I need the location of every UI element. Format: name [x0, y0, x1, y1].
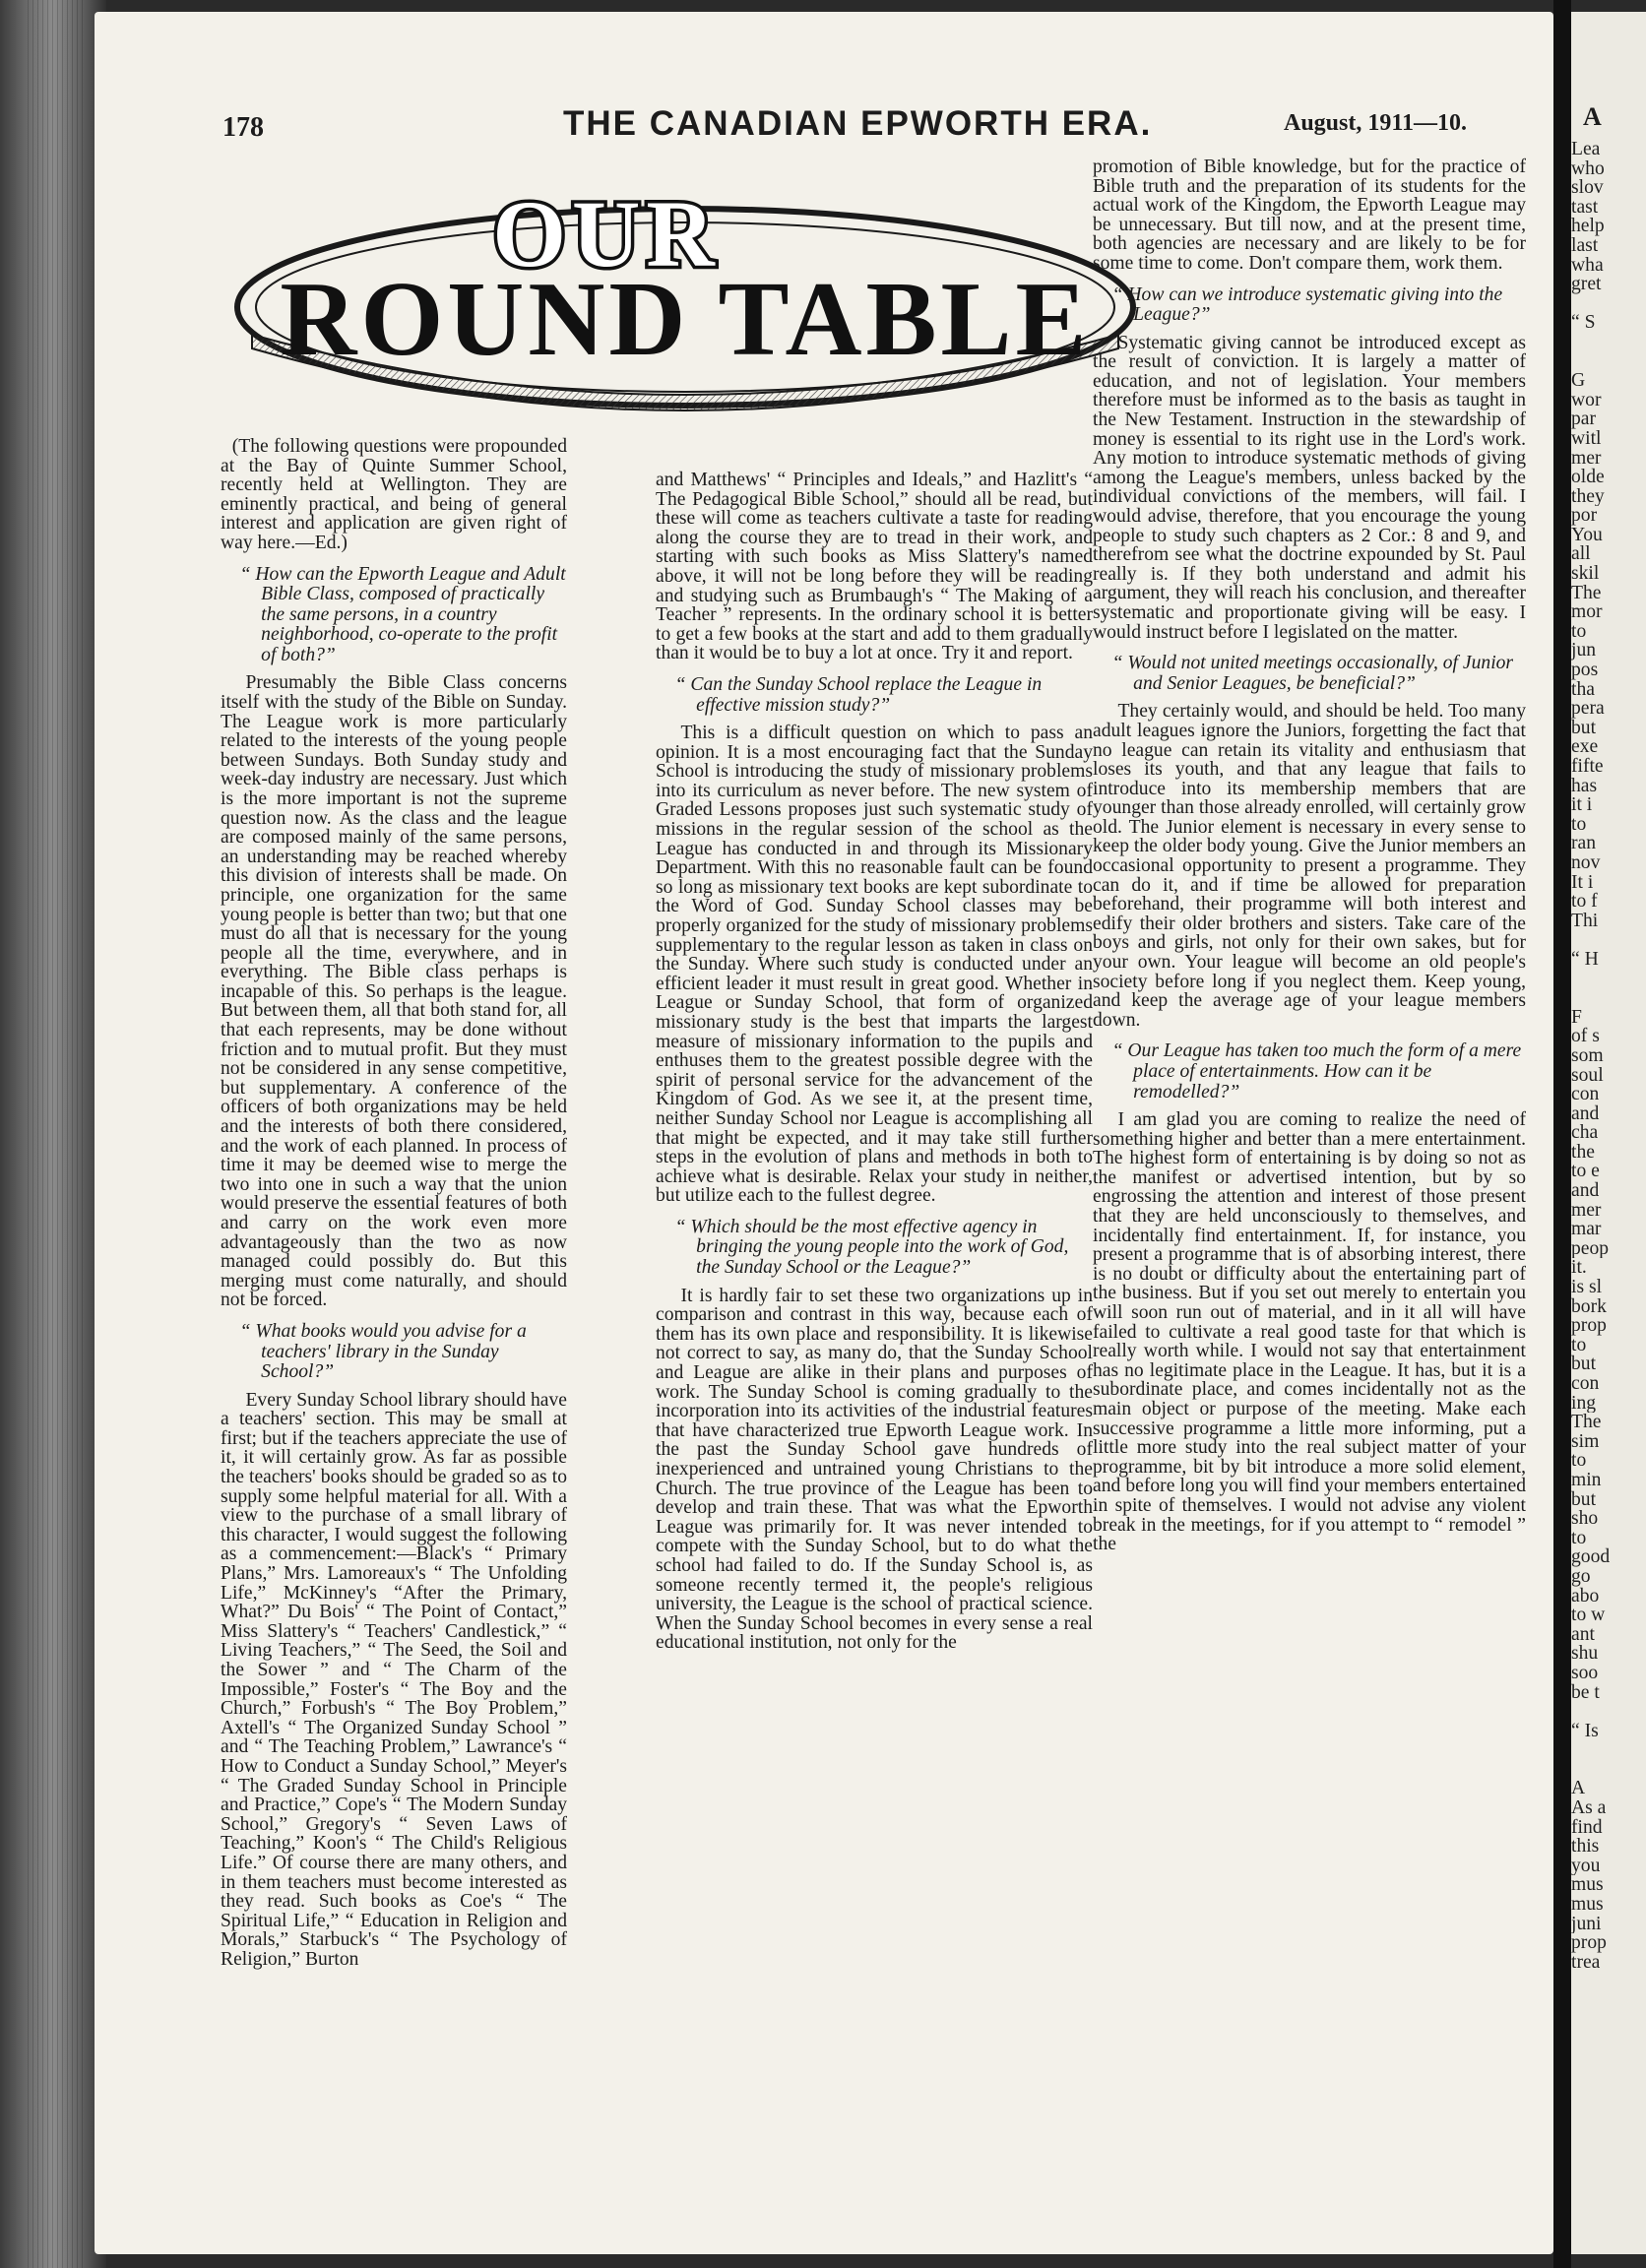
next-page-line: you	[1571, 1856, 1601, 1876]
question-6: “ Would not united meetings occasionally, of Junior and Senior Leagues, be beneficial?”	[1111, 653, 1514, 694]
next-page-line: gret	[1571, 275, 1602, 294]
next-page-line: min	[1571, 1470, 1602, 1490]
next-page-line	[1571, 1702, 1646, 1722]
next-page-line: all	[1571, 544, 1591, 565]
next-page-line: ran	[1571, 834, 1597, 853]
next-page-line: and	[1571, 1103, 1600, 1124]
question-5: “ How can we introduce systematic giving into the League?”	[1111, 284, 1503, 326]
next-page-line: mor	[1571, 602, 1603, 622]
answer-4-part-2: promotion of Bible knowledge, but for the practice of Bible truth and the preparation of its students for the actual work of the Kingdom, the Epworth League may be unnecessary. But till now, and at the present time, both agencies are necessary and are likely to be for some time to come. Don't compare them, work them.	[1093, 158, 1526, 274]
next-page-line: it.	[1571, 1258, 1587, 1279]
next-page-line: prop	[1571, 1933, 1607, 1953]
next-page-line: “ H	[1571, 949, 1599, 970]
next-page-line: to w	[1571, 1606, 1606, 1625]
journal-title: THE CANADIAN EPWORTH ERA.	[563, 104, 1153, 143]
next-page-line: peop	[1571, 1238, 1610, 1259]
next-page-line: to	[1571, 621, 1587, 642]
next-page-line: prop	[1571, 1316, 1607, 1336]
next-page-line: As a	[1571, 1798, 1607, 1818]
issue-date: August, 1911—10.	[1284, 110, 1468, 136]
next-page-line: pera	[1571, 699, 1605, 719]
next-page-line: to	[1571, 1335, 1587, 1355]
next-page-line: ant	[1571, 1624, 1595, 1645]
next-page-line: con	[1571, 1085, 1600, 1104]
next-page-line: trea	[1571, 1952, 1601, 1973]
next-page-line: F	[1571, 1007, 1582, 1028]
banner-word-bottom: ROUND TABLE	[280, 261, 1091, 378]
next-page-line: soo	[1571, 1663, 1599, 1683]
next-page-line: but	[1571, 1354, 1597, 1374]
next-page-line: this	[1571, 1837, 1600, 1857]
next-page-line: bork	[1571, 1296, 1607, 1317]
answer-7: I am glad you are coming to realize the need of something higher and better than a mere entertainment. The highest form of entertaining is by doing so not as the manifest or advertised intention, but by so engrossing the attention and interest of those present that they are held unconsciously to themselves, and incidentally find entertainment. If, for instance, you present a programme that is of absorbing interest, there is no doubt or difficulty about the entertaining part of the business. But if you set out merely to entertain you will soon run out of material, and in it all will have failed to cultivate a real good taste for that which is really worth while. I would not say that entertainment has no legitimate place in the League. It has, but it is a subordinate place, and comes incidentally not as the main object or purpose of the meeting. Make each successive programme a little more informing, put a little more study into the real subject matter of your programme, bit by bit introduce a more solid element, and before long you will find your members entertained in spite of themselves. I would not advise any violent break in the meetings, for if you attempt to “ remodel ” the	[1093, 1109, 1526, 1555]
next-page-line: mer	[1571, 1200, 1602, 1221]
next-page-line: they	[1571, 486, 1605, 507]
next-page-line: mer	[1571, 448, 1602, 469]
next-page-line: of s	[1571, 1027, 1600, 1046]
next-page-line: but	[1571, 718, 1597, 738]
round-table-banner	[213, 159, 1158, 415]
magazine-page	[95, 12, 1553, 2254]
banner-word-top: OUR	[492, 181, 721, 286]
next-page-line: G	[1571, 371, 1586, 391]
next-page-line: mus	[1571, 1875, 1604, 1896]
next-page-line: nov	[1571, 852, 1601, 873]
binding-lines	[28, 0, 87, 2268]
next-page-line: cha	[1571, 1123, 1599, 1143]
next-page-line: shu	[1571, 1644, 1599, 1664]
page-gutter	[1553, 0, 1571, 2268]
next-page-line: par	[1571, 410, 1597, 429]
next-page-line: fifte	[1571, 757, 1604, 777]
next-page-line: The	[1571, 583, 1602, 603]
question-3: “ Can the Sunday School replace the League in effective mission study?”	[674, 673, 1043, 716]
next-page-line: “ S	[1571, 313, 1596, 333]
next-page-line	[1571, 1760, 1646, 1780]
next-page-line: You	[1571, 525, 1603, 545]
page-number: 178	[222, 112, 264, 143]
article-column-1	[221, 437, 567, 2238]
answer-3: This is a difficult question on which to pass an opinion. It is a most encouraging fact that the Sunday School is introducing the study of missionary problems into its curriculum as never before. The new system of Graded Lessons proposes just such systematic study of missions in the regular session of the school as the League has conducted in and through its Missionary Department. With this no reasonable fault can be found so long as missionary text books are kept subordinate to the Word of God. Sunday School classes may be properly organized for the study of missionary problems supplementary to the regular lesson as taken in class on the Sunday. Where such study is conducted under an efficient leader it must result in great good. Whether in League or Sunday School, that form of organized missionary study is the best that imparts the largest measure of missionary information to the pupils and enthuses them to the greatest possible degree with the spirit of personal service for the advancement of the Kingdom of God. As we see it, at the present time, neither Sunday School nor League is accomplishing all that might be expected, and it may take still further steps in the evolution of plans and methods in both to achieve what is desirable. Relax your study in neither, but utilize each to the fullest degree.	[656, 723, 1093, 1207]
next-page-line: to e	[1571, 1162, 1600, 1182]
next-page-line: juni	[1571, 1914, 1602, 1934]
next-page-line: A	[1571, 1779, 1586, 1799]
next-page-line: be t	[1571, 1682, 1600, 1703]
next-page-line: last	[1571, 235, 1599, 256]
next-page-line: who	[1571, 158, 1605, 179]
next-page-line: jun	[1571, 641, 1597, 662]
next-page-text-fragments	[1571, 140, 1646, 1972]
next-page-line: is sl	[1571, 1278, 1603, 1297]
next-page-line	[1571, 294, 1646, 314]
next-page-line	[1571, 333, 1646, 352]
next-page-line: som	[1571, 1045, 1604, 1066]
next-page-line: tha	[1571, 679, 1595, 700]
next-page-line: help	[1571, 217, 1605, 236]
answer-5: Systematic giving cannot be introduced except as the result of conviction. It is largely a matter of education, and not of legislation. Your members therefore must be informed as to the basis as taught in the New Testament. Instruction in the stewardship of money is essential to its right use in the Lord's work. Any motion to introduce systematic methods of giving among the League's members, unless backed by the individual convictions of the members, will fail. I would advise, therefore, that you encourage the young people to study such chapters as 2 Cor.: 8 and 9, and therefrom see what the doctrine expounded by St. Paul really is. If they both understand and admit his argument, they will reach his conclusion, and thereafter systematic and proportionate giving will be easy. I would instruct before I legislated on the matter.	[1093, 332, 1526, 643]
next-page-line: pos	[1571, 661, 1599, 680]
next-page-line: to	[1571, 1451, 1587, 1471]
article-column-2	[656, 471, 1093, 2254]
next-page-line: olde	[1571, 468, 1605, 487]
answer-4-part-1: It is hardly fair to set these two organizations up in comparison and contrast in this way, because each of them has its own place and responsibility. It is likewise not correct to say, as many do, that the Sunday School and League are alike in their plans and purposes of work. The Sunday School is coming gradually to the incorporation into its activities of the industrial features that have characterized true Epworth League work. In the past the Sunday School gave hundreds of inexperienced and untrained young Christians to the Church. The true province of the League has been to develop and train these. That was what the Epworth League was primarily for. It was never intended to compete with the Sunday School, but to do what the school had failed to do. If the Sunday School is, as someone recently termed it, the people's religious university, the League is the school of practical science. When the Sunday School becomes in every sense a real educational institution, not only for the	[656, 1285, 1093, 1654]
next-page-line: “ Is	[1571, 1721, 1599, 1741]
next-page-line: wor	[1571, 390, 1602, 410]
next-page-line	[1571, 970, 1646, 989]
book-binding	[0, 0, 106, 2268]
next-page-line: sho	[1571, 1509, 1599, 1529]
question-1: “ How can the Epworth League and Adult Bible Class, composed of practically the same persons, in a country neighborhood, co-operate to the profit of both?”	[239, 563, 566, 665]
next-page-line: mar	[1571, 1220, 1602, 1239]
next-page-line: the	[1571, 1142, 1595, 1163]
next-page-line: slov	[1571, 178, 1604, 198]
page-header	[95, 102, 1553, 152]
answer-1: Presumably the Bible Class concerns itself with the study of the Bible on Sunday. The League work is more particularly related to the interests of the young people between Sundays. Both Sunday study and week-day industry are necessary. Just which is the more important is not the supreme question now. As the class and the league are composed mainly of the same persons, an understanding may be reached whereby this division of interests shall be made. On principle, one organization for the same young people is better than two; but that one must do all that is necessary for the young people all the time, everywhere, and in everything. The Bible class perhaps is incapable of this. So perhaps is the league. But between them, all that both stand for, all that each represents, may be done without friction and to mutual profit. But they must not be considered in any sense competitive, but supplementary. A conference of the officers of both organizations may be held and the interests of both there considered, and the work of each planned. In process of time it may be deemed wise to merge the two into one in such a way that the union would preserve the essential features of both and carry on the work even more advantageously than the two as now managed could possibly do. But this merging must come naturally, and should not be forced.	[221, 672, 567, 1311]
next-page-header-fragment: A	[1583, 102, 1602, 131]
answer-2-part-1: Every Sunday School library should have a teachers' section. This may be small at first; but if the teachers appreciate the use of it, it will certainly grow. As far as possible the teachers' books should be graded so as to supply some helpful material for all. With a view to the purchase of a small library of this character, I would suggest the following as a commencement:—Black's “ Primary Plans,” Mrs. Lamoreaux's “ The Unfolding Life,” McKinney's “After the Primary, What?” Du Bois' “ The Point of Contact,” Miss Slattery's “ Teachers' Candlestick,” “ Living Teachers,” “ The Seed, the Soil and the Sower ” and “ The Charm of the Impossible,” Foster's “ The Boy and the Church,” Forbush's “ The Boy Problem,” Axtell's “ The Organized Sunday School ” and “ The Teaching Problem,” Lawrance's “ How to Conduct a Sunday School,” Meyer's “ The Graded Sunday School in Principle and Practice,” Cope's “ The Modern Sunday School,” Gregory's “ Seven Laws of Teaching,” Koon's “ The Child's Religious Life.” Of course there are many others, and in them teachers must become interested as they read. Such books as Coe's “ The Spiritual Life,” “ Education in Religion and Morals,” Starbuck's “ The Psychology of Religion,” Burton	[221, 1389, 567, 1970]
next-page-line: witl	[1571, 428, 1602, 449]
next-page-line	[1571, 930, 1646, 950]
next-page-line: por	[1571, 506, 1598, 526]
next-page-line: but	[1571, 1489, 1597, 1510]
next-page-edge	[1571, 12, 1646, 2254]
next-page-line: skil	[1571, 564, 1600, 584]
next-page-line: it i	[1571, 795, 1593, 815]
next-page-line: tast	[1571, 197, 1599, 218]
next-page-line: to f	[1571, 892, 1598, 912]
editor-intro: (The following questions were propounded at the Bay of Quinte Summer School, recently held at Wellington. They are eminently practical, and being of general interest and application are given right of way here.—Ed.)	[221, 437, 567, 553]
next-page-line: abo	[1571, 1586, 1600, 1606]
next-page-line: ing	[1571, 1393, 1597, 1414]
next-page-line: soul	[1571, 1065, 1604, 1086]
next-page-line: wha	[1571, 255, 1604, 276]
next-page-line	[1571, 988, 1646, 1008]
next-page-line: It i	[1571, 872, 1594, 893]
next-page-line: Thi	[1571, 911, 1599, 931]
question-4: “ Which should be the most effective agency in bringing the young people into the work of God, the Sunday School or the League?”	[674, 1216, 1069, 1279]
next-page-line	[1571, 1740, 1646, 1760]
next-page-line: go	[1571, 1566, 1591, 1587]
next-page-line	[1571, 352, 1646, 372]
next-page-line: to	[1571, 1528, 1587, 1548]
next-page-line: exe	[1571, 737, 1599, 757]
answer-2-part-2: and Matthews' “ Principles and Ideals,” and Hazlitt's “ The Pedagogical Bible School,” should all be read, but these will come as teachers cultivate a taste for reading along the course they are to tread in their work, and starting with such books as Miss Slattery's named above, it will not be long before they will be reading and studying such as Brumbaugh's “ The Making of a Teacher ” represents. In the ordinary school it is better to get a few books at the start and add to them gradually than it would be to buy a lot at once. Try it and report.	[656, 471, 1093, 664]
next-page-line: has	[1571, 776, 1598, 796]
next-page-line: to	[1571, 814, 1587, 835]
next-page-line: The	[1571, 1413, 1602, 1432]
next-page-line: find	[1571, 1817, 1603, 1838]
article-column-3	[1093, 158, 1526, 2235]
next-page-line: good	[1571, 1547, 1611, 1567]
question-2: “ What books would you advise for a teachers' library in the Sunday School?”	[239, 1320, 527, 1383]
answer-6: They certainly would, and should be held. Too many adult leagues ignore the Juniors, forgetting the fact that no league can retain its vitality and enthusiasm that loses its youth, and that any league that fails to introduce into its membership members that are younger than those already enrolled, will certainly grow old. The Junior element is necessary in every sense to keep the older body young. Give the Junior members an occasional opportunity to present a programme. They can do it, and if time be allowed for preparation beforehand, their programme will both interest and edify their older brothers and sisters. Take care of the boys and girls, not only for their own sakes, but for your own. Your league will become an old people's society before long if you neglect them. Keep young, and keep the average age of your league members down.	[1093, 701, 1526, 1031]
question-7: “ Our League has taken too much the form of a mere place of entertainments. How can it be remodelled?”	[1111, 1040, 1522, 1102]
next-page-line: con	[1571, 1374, 1600, 1394]
next-page-line: mus	[1571, 1895, 1604, 1915]
next-page-line: Lea	[1571, 140, 1601, 159]
next-page-line: sim	[1571, 1431, 1600, 1452]
next-page-line: and	[1571, 1181, 1600, 1201]
